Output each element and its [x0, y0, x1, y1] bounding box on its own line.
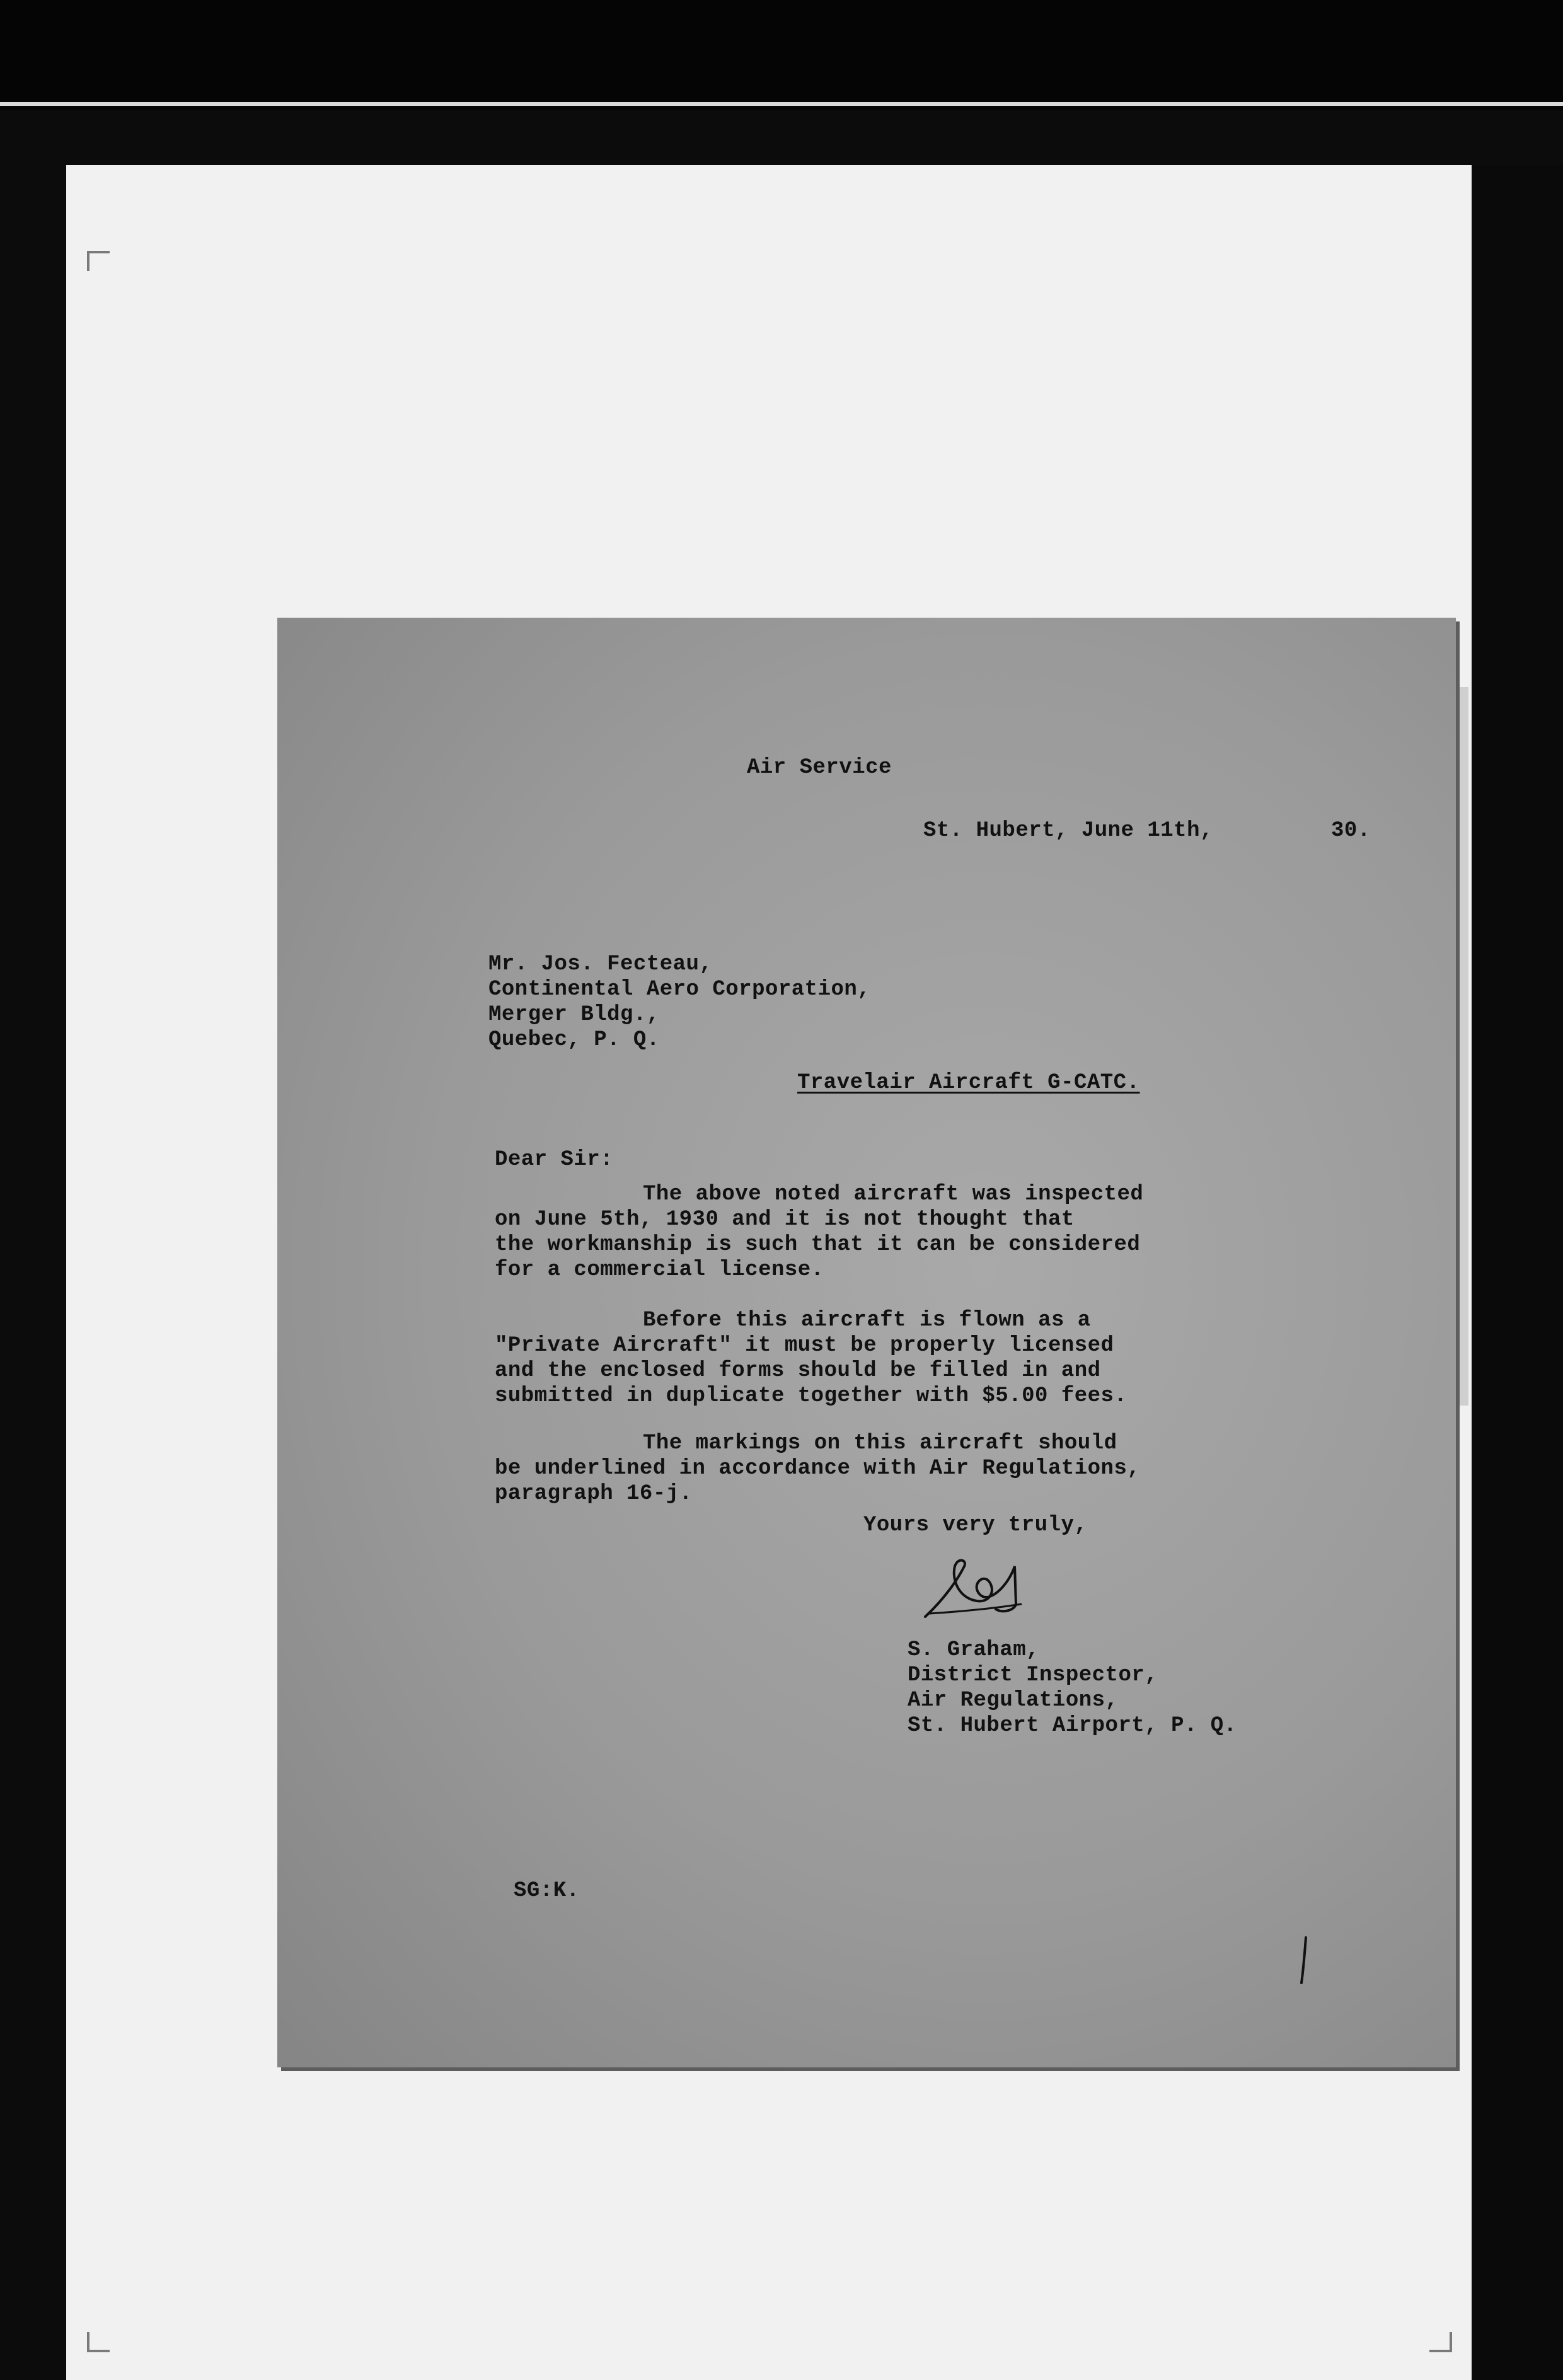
recipient-line: Continental Aero Corporation, [488, 978, 871, 1002]
closing: Yours very truly, [863, 1513, 1088, 1537]
body-line: submitted in duplicate together with $5.00 fees. [495, 1384, 1128, 1408]
margin-tick-mark [1298, 1935, 1310, 1985]
salutation: Dear Sir: [495, 1148, 614, 1172]
signatory-line: District Inspector, [908, 1663, 1158, 1687]
subject-line: Travelair Aircraft G-CATC. [797, 1071, 1140, 1095]
body-line: and the enclosed forms should be filled in and [495, 1359, 1101, 1383]
date-year: 30. [1331, 819, 1371, 843]
recipient-line: Quebec, P. Q. [488, 1028, 660, 1052]
body-line: on June 5th, 1930 and it is not thought that [495, 1208, 1075, 1232]
handwritten-signature [920, 1554, 1030, 1623]
mount-corner-mark [87, 251, 110, 271]
reference-initials: SG:K. [514, 1879, 580, 1903]
letter-heading: Air Service [747, 756, 892, 780]
signatory-line: S. Graham, [908, 1638, 1040, 1662]
mount-corner-mark [1429, 2332, 1452, 2352]
mount-corner-mark [87, 2332, 110, 2352]
body-line: for a commercial license. [495, 1258, 824, 1282]
scan-right-edge [1472, 165, 1563, 2380]
letter-page [277, 618, 1456, 2067]
recipient-line: Mr. Jos. Fecteau, [488, 952, 713, 976]
body-line: the workmanship is such that it can be considered [495, 1233, 1141, 1257]
body-line: The above noted aircraft was inspected [643, 1182, 1144, 1206]
body-line: The markings on this aircraft should [643, 1431, 1117, 1455]
film-edge-line [0, 102, 1563, 106]
recipient-line: Merger Bldg., [488, 1003, 660, 1027]
signatory-line: St. Hubert Airport, P. Q. [908, 1714, 1237, 1738]
body-line: paragraph 16-j. [495, 1482, 693, 1506]
film-top-strip [0, 0, 1563, 110]
place-date: St. Hubert, June 11th, [923, 819, 1213, 843]
body-line: be underlined in accordance with Air Regulations, [495, 1457, 1141, 1481]
signatory-line: Air Regulations, [908, 1689, 1119, 1713]
body-line: Before this aircraft is flown as a [643, 1308, 1091, 1332]
body-line: "Private Aircraft" it must be properly licensed [495, 1334, 1114, 1358]
